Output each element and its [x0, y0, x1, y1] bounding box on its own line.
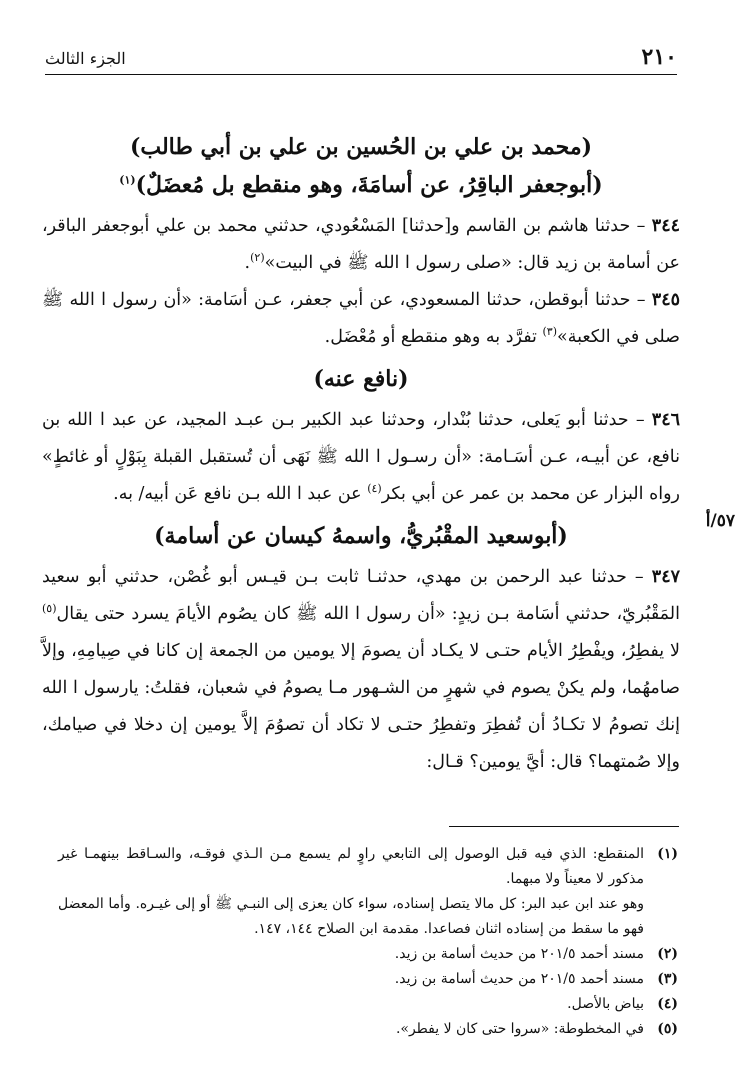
hadith-346: [42, 402, 680, 513]
hadith-number: ٣٤٥: [651, 290, 680, 310]
hadith-text: – حدثنا أبوقطن، حدثنا المسعودي، عن أبي جعفر، عـن أسَامة: «أن رسول ا الله ﷺ صلى في الكعبة»: [42, 290, 680, 347]
hadith-text: – حدثنا أبو يَعلى، حدثنا بُنْدار، وحدثنا عبد الكبير بـن عبـد المجيد، عن عبد ا الله بن نافع، عن أبيـه، عـن أسَـامة: «أن رسـول ا الله ﷺ نَهَى أن تُستقبل القبلة بِبَوْلٍ أو غائطٍ» رواه البزار عن محمد بن عمر عن أبي بكر: [42, 410, 680, 504]
hadith-number: ٣٤٦: [651, 410, 680, 430]
section-title-baqir-line2: [42, 166, 680, 204]
footnote-number: (١): [657, 846, 678, 862]
hadith-tail: .: [244, 253, 251, 273]
footnote-ref-1: (١): [119, 173, 136, 187]
part-title: الجزء الثالث: [45, 49, 126, 68]
footnote-number: (٣): [657, 971, 678, 987]
footnote-ref-5: (٥): [42, 602, 57, 616]
footnote-text: مسند أحمد ٢٠١/٥ من حديث أسامة بن زيد.: [394, 946, 644, 962]
footnote-5: [58, 1017, 678, 1042]
footnote-ref-2: (٢): [250, 251, 265, 265]
footnote-2: [58, 942, 678, 967]
hadith-tail: تفرَّد به وهو منقطع أو مُعْضَل.: [324, 327, 543, 347]
hadith-text: – حدثنا هاشم بن القاسم و[حدثنا] المَسْعُودي، حدثني محمد بن علي أبوجعفر الباقر، عن أسامة بن زيد قال: «صلى رسول ا الله ﷺ في البيت»: [42, 216, 680, 273]
footnote-number: (٤): [657, 996, 678, 1012]
footnote-1: [58, 842, 678, 892]
hadith-text: – حدثنا عبد الرحمن بن مهدي، حدثنـا ثابت بـن قيـس أبو غُصْن، حدثني أبو سعيد المَقْبُريّ، حدثني أسَامة بـن زيدٍ: «أن رسول ا الله ﷺ كان يصُوم الأيامَ يسرد حتى يقال: [42, 567, 680, 624]
hadith-347: [42, 559, 680, 781]
main-text: [42, 128, 680, 781]
page-number: ٢١٠: [641, 44, 677, 70]
hadith-number: ٣٤٧: [651, 567, 680, 587]
hadith-344: [42, 208, 680, 282]
footnote-text: المنقطع: الذي فيه قبل الوصول إلى التابعي راوٍ لم يسمع مـن الـذي فوقـه، والسـاقط بينهمـا غير مذكور لا معيناً ولا مبهما.: [58, 846, 644, 887]
footnote-ref-4: (٤): [367, 482, 382, 496]
footnote-text: بياض بالأصل.: [567, 996, 644, 1012]
section-title-baqir-line1: (محمد بن علي بن الحُسين بن علي بن أبي طالب): [129, 134, 593, 160]
footnote-1-continued: وهو عند ابن عبد البر: كل مالا يتصل إسناده، سواء كان يعزى إلى النبـي ﷺ أو إلى غيـره. وأما المعضل فهو ما سقط من إسناده اثنان فصاعدا. مقدمة ابن الصلاح ١٤٤، ١٤٧.: [58, 896, 644, 937]
page-header: [45, 38, 677, 75]
footnote-number: (٢): [657, 946, 678, 962]
manuscript-folio-ref: ٥٧/أ: [705, 511, 735, 531]
section-title-maqburi: (أبوسعيد المقْبُريُّ، واسمهُ كيسان عن أسامة): [154, 523, 568, 549]
footnote-number: (٥): [657, 1021, 678, 1037]
footnote-3: [58, 967, 678, 992]
footnote-ref-3: (٣): [542, 325, 557, 339]
hadith-tail: عن عبد ا الله بـن نافع عَن أبيه/ به.: [113, 484, 368, 504]
section-title-baqir-text: (أبوجعفر الباقِرُ، عن أسامَةَ، وهو منقطع بل مُعضَلٌ): [135, 172, 603, 198]
hadith-number: ٣٤٤: [651, 216, 680, 236]
footnote-text: مسند أحمد ٢٠١/٥ من حديث أسامة بن زيد.: [394, 971, 644, 987]
footnotes: [58, 842, 678, 1042]
hadith-tail: لا يفطِرُ، ويفْطِرُ الأيام حتـى لا يكـاد أن يصومَ إلا يومين من الجمعة إن كانا في صِيامِهِ، وإلاَّ صامهُما، ولم يكنْ يصوم في شهرٍ من الشـهور مـا يصومُ في شعبان، فقلتُ: يارسول ا الله إنك تصومُ لا تكـادُ أن تُفطِرَ وتفطِرُ حتـى لا تكاد أن تصوُمَ إلاَّ يومين إن دخلا في صيامك، وإلا صُمتهما؟ قال: أيَّ يومين؟ قـال:: [42, 641, 680, 772]
section-title-nafi: (نافع عنه): [313, 366, 409, 392]
footnote-4: [58, 992, 678, 1017]
hadith-345: [42, 282, 680, 356]
footnote-text: في المخطوطة: «سروا حتى كان لا يفطر».: [395, 1021, 644, 1037]
footnote-divider: [449, 826, 679, 827]
